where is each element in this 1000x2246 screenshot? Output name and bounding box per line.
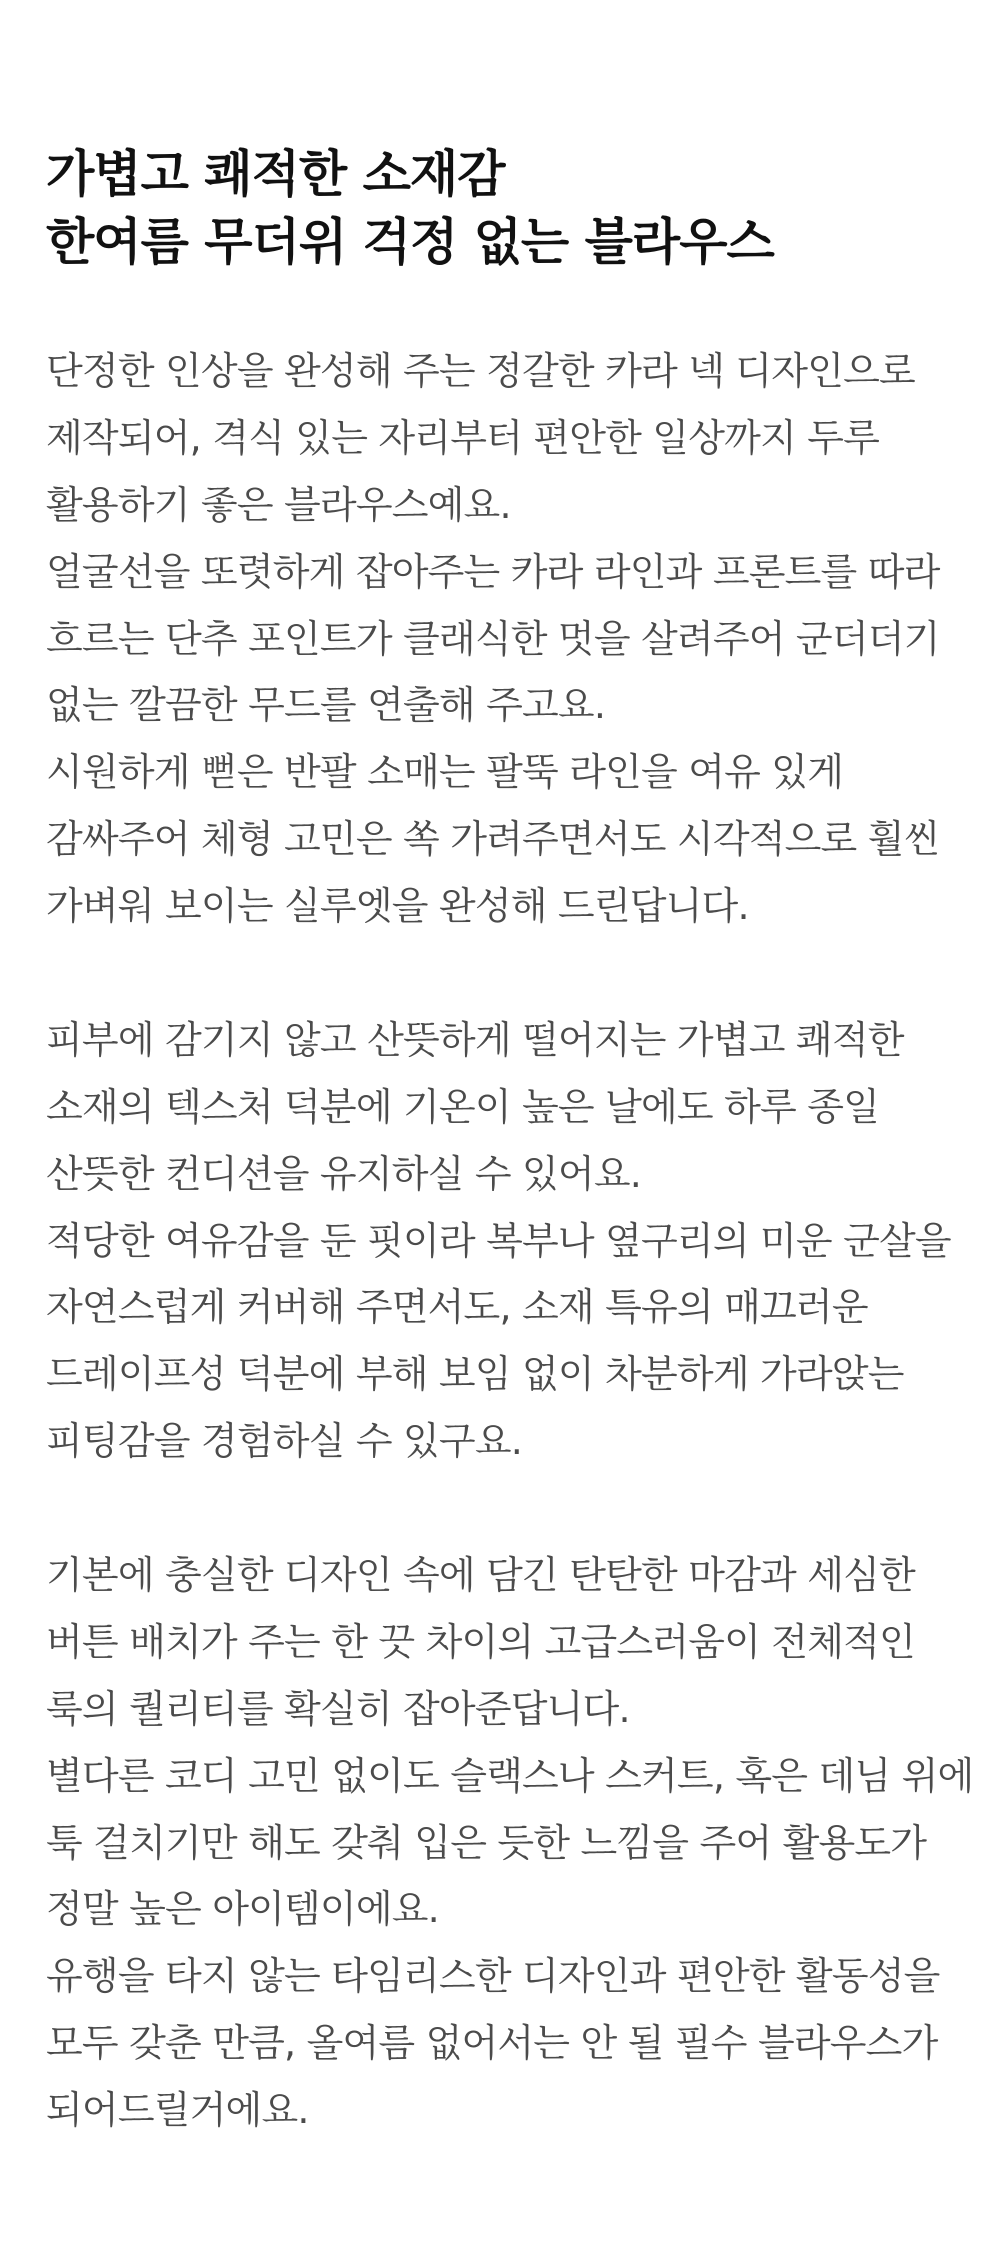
product-headline — [46, 140, 976, 276]
description-paragraph-1: 단정한 인상을 완성해 주는 정갈한 카라 넥 디자인으로 제작되어, 격식 있는 자리부터 편안한 일상까지 두루 활용하기 좋은 블라우스예요. 얼굴선을 또렷하게 잡아주는 카라 라인과 프론트를 따라 흐르는 단추 포인트가 클래식한 멋을 살려주어 군더더기 없는 깔끔한 무드를 연출해 주고요. 시원하게 뻗은 반팔 소매는 팔뚝 라인을 여유 있게 감싸주어 체형 고민은 쏙 가려주면서도 시각적으로 훨씬 가벼워 보이는 실루엣을 완성해 드린답니다. — [46, 349, 940, 928]
headline-line-1: 가볍고 쾌적한 소재감 — [46, 145, 505, 203]
description-paragraph-2: 피부에 감기지 않고 산뜻하게 떨어지는 가볍고 쾌적한 소재의 텍스처 덕분에 기온이 높은 날에도 하루 종일 산뜻한 컨디션을 유지하실 수 있어요. 적당한 여유감을 둔 핏이라 복부나 옆구리의 미운 군살을 자연스럽게 커버해 주면서도, 소재 특유의 매끄러운 드레이프성 덕분에 부해 보임 없이 차분하게 가라앉는 피팅감을 경험하실 수 있구요. — [46, 1017, 951, 1464]
headline-line-2: 한여름 무더위 걱정 없는 블라우스 — [46, 213, 774, 271]
description-paragraph-3: 기본에 충실한 디자인 속에 담긴 탄탄한 마감과 세심한 버튼 배치가 주는 한 끗 차이의 고급스러움이 전체적인 룩의 퀄리티를 확실히 잡아준답니다. 별다른 코디 고민 없이도 슬랙스나 스커트, 혹은 데님 위에 툭 걸치기만 해도 갖춰 입은 듯한 느낌을 주어 활용도가 정말 높은 아이템이에요. 유행을 타지 않는 타임리스한 디자인과 편안한 활동성을 모두 갖춘 만큼, 올여름 없어서는 안 될 필수 블라우스가 되어드릴거에요. — [46, 1553, 974, 2132]
product-description — [46, 140, 976, 2144]
